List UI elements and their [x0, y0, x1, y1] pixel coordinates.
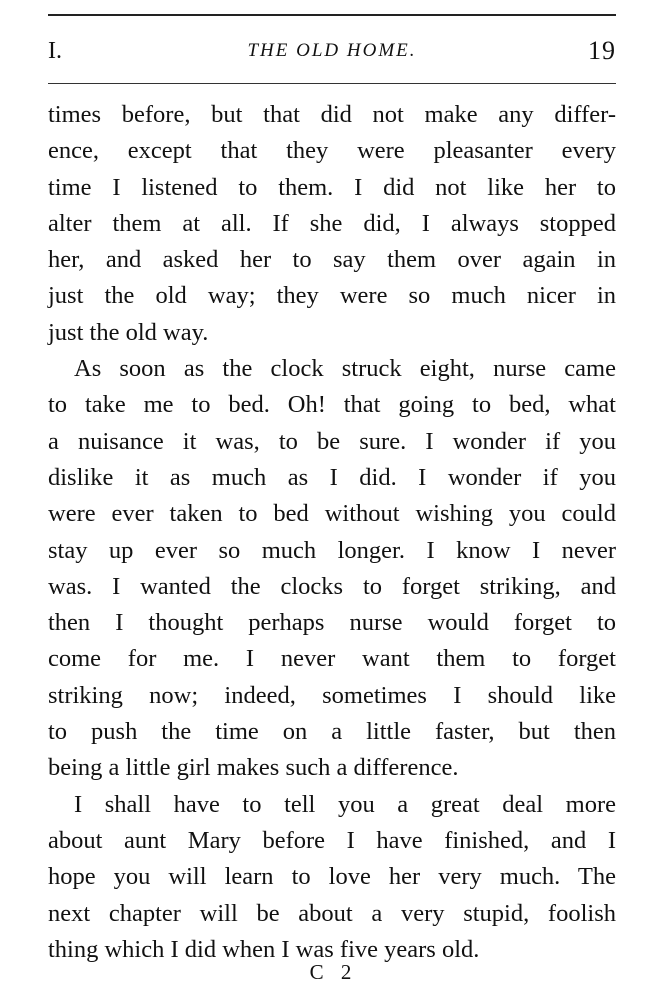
text-line: come for me. I never want them to forget [48, 645, 616, 673]
text-line: next chapter will be about a very stupid, foolish [48, 899, 616, 927]
text-line: thing which I did when I was five years old. [48, 935, 480, 963]
text-line: were ever taken to bed without wishing you could [48, 500, 616, 528]
text-line: her, and asked her to say them over again in [48, 246, 616, 274]
paragraph-3 [48, 787, 616, 968]
text-line: As soon as the clock struck eight, nurse came [74, 355, 616, 383]
text-line: just the old way. [48, 318, 209, 346]
text-line: time I listened to them. I did not like her to [48, 173, 616, 201]
text-line: about aunt Mary before I have finished, and I [48, 826, 616, 854]
text-line: being a little girl makes such a difference. [48, 754, 459, 782]
text-line: I shall have to tell you a great deal more [74, 790, 616, 818]
running-header [48, 36, 616, 70]
text-line: to take me to bed. Oh! that going to bed, what [48, 391, 616, 419]
text-line: ence, except that they were pleasanter every [48, 137, 616, 165]
text-line: times before, but that did not make any differ- [48, 101, 616, 128]
page-number: 19 [588, 36, 616, 65]
paragraph-2 [48, 351, 616, 787]
text-line: to push the time on a little faster, but then [48, 718, 616, 746]
text-line: hope you will learn to love her very much. The [48, 863, 616, 891]
top-rule [48, 14, 616, 16]
header-rule [48, 83, 616, 84]
text-line: striking now; indeed, sometimes I should like [48, 681, 616, 709]
running-title: THE OLD HOME. [247, 40, 417, 61]
signature-mark: C 2 [309, 960, 358, 984]
text-line: a nuisance it was, to be sure. I wonder if you [48, 427, 616, 455]
text-line: dislike it as much as I did. I wonder if you [48, 463, 616, 491]
body-text [48, 97, 616, 968]
text-line: was. I wanted the clocks to forget striking, and [48, 572, 616, 600]
text-line: just the old way; they were so much nicer in [48, 282, 616, 310]
text-line: stay up ever so much longer. I know I never [48, 536, 616, 564]
chapter-number: I. [48, 38, 62, 64]
text-line: alter them at all. If she did, I always stopped [48, 209, 616, 237]
paragraph-1 [48, 97, 616, 351]
text-line: then I thought perhaps nurse would forget to [48, 609, 616, 637]
